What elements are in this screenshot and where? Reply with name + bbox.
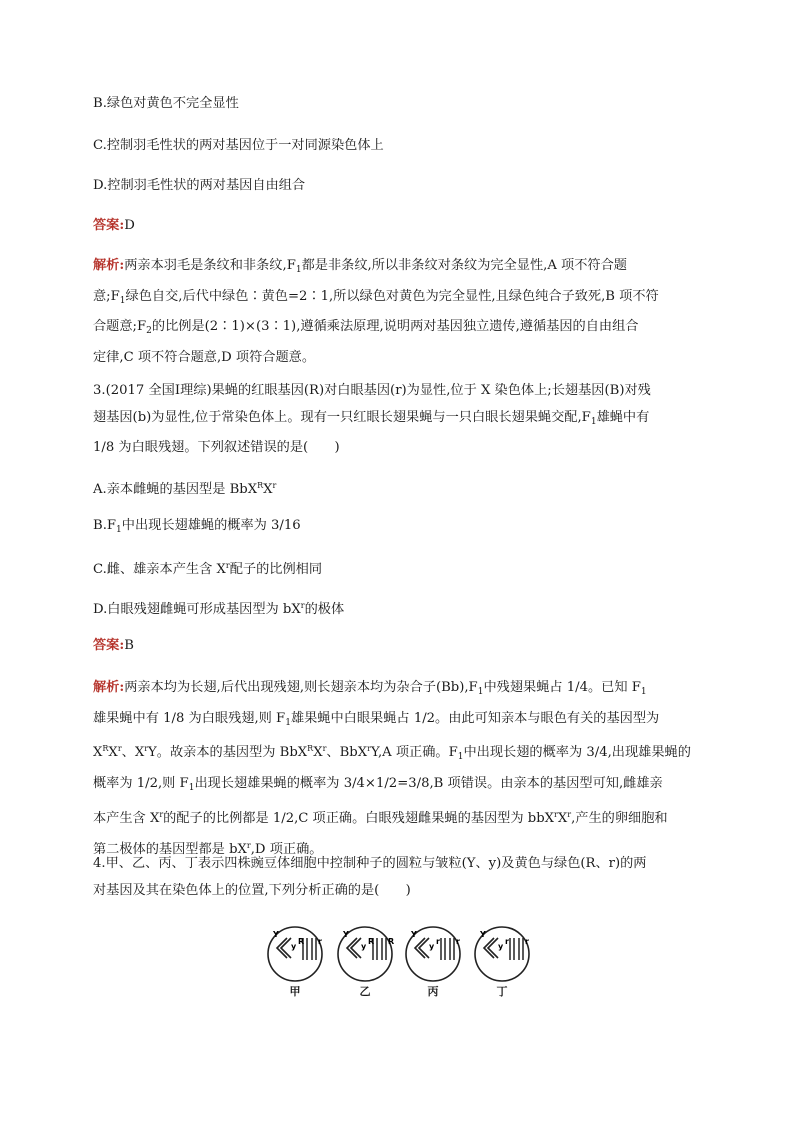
gene-label: y bbox=[361, 942, 367, 951]
q3-option-d: D.白眼残翅雌蝇可形成基因型为 $bX^r$的极体 bbox=[93, 601, 345, 617]
gene-label: r bbox=[525, 937, 529, 946]
gene-label: y bbox=[429, 942, 435, 951]
cell-label: 丙 bbox=[427, 985, 439, 998]
q2-option-d: D.控制羽毛性状的两对基因自由组合 bbox=[93, 178, 306, 193]
q3-analysis: 解析:两亲本均为长翅,后代出现残翅,则长翅亲本均为杂合子$(Bb),F_1$中残翅果蝇占 1/4。已知 $F_1$ 雄果蝇中有 1/8 为白眼残翅,则 $F_1$雄果蝇中白眼果蝇占 1/2。由此可知亲本与眼色有关的基因型为 $X^RX^r$、$X^rY$。故亲本的基因型为 $BbX^RX^r$、BbX$^r$Y,A 项正确。$F_1$中出现长翅的概率为 3/4,出现雄果蝇的 概率为 1/2,则 $F_1$出现长翅雄果蝇的概率为 3/4×1/2=3/8,B 项错误。由亲本的基因型可知,雌雄亲 本产生含 $X^r$的配子的比例都是 1/2,C 项正确。白眼残翅雌果蝇的基因型为 $bbX^rX^r$,产生的卵细胞和 第二极体的基因型都是 $bX^r,D$ 项正确。 bbox=[93, 680, 691, 857]
answer-value: B bbox=[124, 638, 134, 653]
chromosome-left bbox=[281, 938, 291, 958]
q3-answer bbox=[93, 633, 703, 660]
cell-svg bbox=[472, 924, 532, 984]
q3-option-a: A.亲本雌蝇的基因型是 $BbX^RX^r$ bbox=[93, 481, 277, 497]
cell-label: 甲 bbox=[289, 985, 301, 998]
cell-label: 丁 bbox=[496, 985, 508, 998]
answer-label: 答案: bbox=[93, 638, 125, 653]
gene-label: R bbox=[368, 937, 375, 946]
gene-label: y bbox=[291, 942, 297, 951]
q3-option-b: $B.F_1$中出现长翅雄蝇的概率为 3/16 bbox=[93, 518, 301, 535]
gene-label: R bbox=[298, 937, 305, 946]
q2-option-b: B.绿色对黄色不完全显性 bbox=[93, 96, 239, 111]
gene-label: Y bbox=[273, 930, 279, 939]
cell-diagram bbox=[472, 924, 532, 984]
answer-value: D bbox=[124, 218, 135, 233]
analysis-label: 解析: bbox=[93, 680, 125, 695]
cell-diagram bbox=[403, 924, 463, 984]
q2-answer bbox=[93, 213, 703, 240]
q2-analysis: 解析:两亲本羽毛是条纹和非条纹$,F_1$都是非条纹,所以非条纹对条纹为完全显性,A 项不符合题 意$;F_1$绿色自交,后代中绿色∶黄色=2∶1,所以绿色对黄色为完全显性,且绿色纯合子致死,B 项不符 合题意$;F_2$的比例是(2∶1)×(3∶1),遵循乘法原理,说明两对基因独立遗传,遵循基因的自由组合 定律,C 项不符合题意,D 项符合题意。 bbox=[93, 258, 659, 366]
cell-svg bbox=[335, 924, 395, 984]
gene-label: Y bbox=[411, 930, 417, 939]
chromosome-left bbox=[488, 938, 498, 958]
gene-label: r bbox=[456, 937, 460, 946]
cell-svg bbox=[403, 924, 463, 984]
cell-svg bbox=[265, 924, 325, 984]
chromosome-left bbox=[419, 938, 429, 958]
gene-label: r bbox=[318, 937, 322, 946]
chromosome-left bbox=[351, 938, 361, 958]
gene-label: R bbox=[388, 937, 395, 946]
q2-option-c: C.控制羽毛性状的两对基因位于一对同源染色体上 bbox=[93, 138, 384, 153]
cell-label: 乙 bbox=[359, 985, 371, 998]
cell-diagram bbox=[335, 924, 395, 984]
q3-stem: 3.(2017 全国Ⅰ理综)果蝇的红眼基因(R)对白眼基因(r)为显性,位于 X 染色体上;长翅基因(B)对残 翅基因(b)为显性,位于常染色体上。现有一只红眼长翅果蝇与一只白眼长翅果蝇交配$,F_1$雄蝇中有 1/8 为白眼残翅。下列叙述错误的是( ) bbox=[93, 383, 651, 456]
answer-label: 答案: bbox=[93, 218, 125, 233]
q4-stem: 4.甲、乙、丙、丁表示四株豌豆体细胞中控制种子的圆粒与皱粒(Y、y)及黄色与绿色(R、r)的两 对基因及其在染色体上的位置,下列分析正确的是( ) bbox=[93, 856, 647, 898]
analysis-label: 解析: bbox=[93, 258, 125, 273]
gene-label: r bbox=[436, 937, 440, 946]
gene-label: Y bbox=[480, 930, 486, 939]
gene-label: y bbox=[498, 942, 504, 951]
q3-option-c: C.雌、雄亲本产生含 $X^r$配子的比例相同 bbox=[93, 561, 323, 577]
gene-label: Y bbox=[343, 930, 349, 939]
cell-diagram bbox=[265, 924, 325, 984]
gene-label: r bbox=[505, 937, 509, 946]
